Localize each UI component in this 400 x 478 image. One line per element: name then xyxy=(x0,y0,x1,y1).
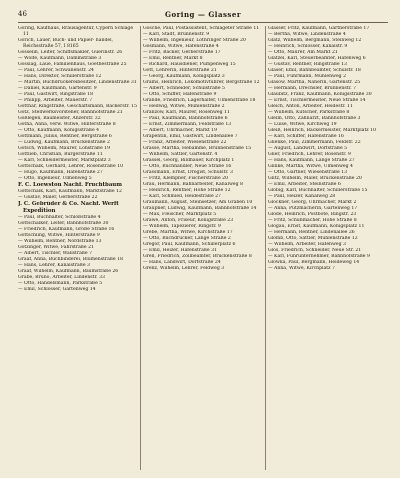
directory-entry: — Max, Fleischer, Marktplatz 5 xyxy=(143,212,217,217)
directory-entry: — Wilhelm, Ingenieur, Lothringer Straße 20 xyxy=(143,38,246,43)
directory-entry: Grasse, Martha, Hebamme, Brunnenstraße 15 xyxy=(143,146,252,151)
directory-entry: Grande, Friedrich, Lagerhalter, Ulmenstraße 18 xyxy=(143,98,256,103)
directory-entry: — Ernst, Tischlermeister, Neue Straße 14 xyxy=(268,98,366,103)
directory-entry: Gleim, Otto, Zahnarzt, Bahnhofstraße 3 xyxy=(268,116,361,121)
directory-entry: Grabe, Bruno, Arbeiter, Lindenstr. 33 xyxy=(18,275,105,280)
directory-entry: Graumann, August, Steinsetzer, Am Graben 10 xyxy=(143,200,253,205)
directory-entry: Goring, Kaufhaus, Rrausagentur, Cypern Schlage 11 xyxy=(18,26,134,37)
directory-entry: Gregor, Paul, Kaufmann, Schillerplatz 6 xyxy=(143,242,236,247)
page-number: 46 xyxy=(18,10,27,18)
directory-entry: — Heinrich, Rentner, Hohe Straße 12 xyxy=(143,188,231,193)
header-rule xyxy=(18,22,388,23)
directory-entry: — Richard, Hausdiener, Pumpenweg 15 xyxy=(143,62,236,67)
directory-entry: — Hermann, Drechsler, Brunnenstr. 7 xyxy=(268,86,357,91)
directory-entry: Gleiß, Heinrich, Bäckermeister, Marktplatz 10 xyxy=(268,128,377,133)
directory-entry: Graaf, Wilhelm, Kaufmann, Baumstraße 26 xyxy=(18,269,119,274)
directory-entry: Grenz, Wilhelm, Lehrer, Feldweg 3 xyxy=(143,266,225,271)
directory-entry: — August, Landwirt, Dorfstraße 5 xyxy=(268,146,348,151)
directory-entry: — Karl, Fuhrunternehmer, Bahnhofstraße 9 xyxy=(268,254,370,259)
directory-entry: — Philipp, Arbeiter, Mauerstr. 7 xyxy=(18,98,93,103)
directory-entry: Glomb, Otto, Sattler, Mühlenstraße 12 xyxy=(268,236,358,241)
directory-entry: — Heinrich, Schlosser, Kanalstr. 9 xyxy=(268,44,348,49)
directory-entry: Gosselin, Leiter, Schiffsmakler, Guerinstr. 26 xyxy=(18,50,123,55)
directory-entry: Gorich, Lauer, Buch- und Papier- handel, Reichsstraße 57, I 8165 xyxy=(18,38,114,49)
directory-entry: — Albert, Tischler, Wallstraße 7 xyxy=(18,251,92,256)
directory-entry: — Karl, Schneidermeister, Marktplatz 3 xyxy=(18,158,111,163)
directory-entry: Gottschalk, Gerhard, Lehrer, Rosenstraße 10 xyxy=(18,164,124,169)
directory-entry: — Paul, Kaufmann, Bahnhofstraße 6 xyxy=(143,116,228,121)
directory-entry: Götz, Stellwerksvorsteher, Bahnhofstraße 21 xyxy=(18,110,123,115)
directory-entry: Granzow, Karl, Maurer, Rosenweg 11 xyxy=(143,110,230,115)
directory-entry: Glowka, Paul, Bergmann, Heideweg 14 xyxy=(268,260,360,265)
directory-entry: Gott, Lehrerin, Hinterstraße 21 xyxy=(143,68,217,73)
directory-entry: — Emil, Heizer, Hafenstraße 31 xyxy=(143,248,217,253)
column-3 xyxy=(268,26,388,272)
directory-entry: — Bertha, Witwe, Lindenstraße 4 xyxy=(268,32,346,37)
directory-entry: — Wolfe, Kaufmann, Dammstraße 3 xyxy=(18,56,102,61)
directory-entry: — Martin, Buchdruckereibesitzer, Lindenstraße 31 xyxy=(18,80,137,85)
directory-entry: — Anna, Putzmacherin, Gartenweg 17 xyxy=(268,206,358,211)
directory-entry: — Wilhelm, Arbeiter, Hafenweg 3 xyxy=(268,242,346,247)
directory-entry: — Paul, Lehrer, Schwanenstr. 24 xyxy=(18,68,94,73)
directory-entry: — Fritz, Schuhmacher, Hohe Straße 8 xyxy=(268,218,357,223)
directory-entry: — Luise, Witwe, Kirchweg 19 xyxy=(268,122,337,127)
directory-entry: — Wilhelm, Sattler, Gartenstr. 4 xyxy=(143,152,218,157)
directory-entry: — Paul, Fuhrmann, Mühlenweg 2 xyxy=(268,74,346,79)
directory-entry: — Otto, Buchdrucker, Lange Straße 2 xyxy=(143,236,231,241)
directory-entry: Glatz, Wilhelm, Bergmann, Steinweg 12 xyxy=(268,38,362,43)
directory-entry: — Albert, Uhrmacher, Markt 19 xyxy=(143,128,218,133)
directory-entry: Glode, Heinrich, Postbote, Ringstr. 23 xyxy=(268,212,357,217)
directory-entry: — Karl, Schmied, Heidestraße 27 xyxy=(143,194,221,199)
directory-entry: Götzinger, Witwe, Fährstraße 21 xyxy=(18,245,94,250)
directory-entry: — Hermann, Rentner, Lindenallee 26 xyxy=(268,230,355,235)
directory-entry: Glogau, Ernst, Kaufmann, Königsplatz 11 xyxy=(268,224,365,229)
directory-entry: — Otto, Maurer, Am Markt 21 xyxy=(268,50,338,55)
directory-entry: — Otto, Schiffer, Hafenstraße 9 xyxy=(143,92,217,97)
directory-entry: Gotsch, Wilhelm, Maurer, Lohstraße 19 xyxy=(18,146,111,151)
directory-entry: Gleich, Anton, Arbeiter, Heidestr. 11 xyxy=(268,104,353,109)
column-2 xyxy=(143,26,263,272)
directory-entry: Graupner, Ludwig, Kaufmann, Bahnhofstraße 14 xyxy=(143,206,257,211)
directory-entry: — Friedrich, Kaufmann, Große Straße 16 xyxy=(18,227,115,232)
directory-entry: — Fritz, Bäcker, Gerberstraße 17 xyxy=(143,50,221,55)
directory-entry: Grassmann, Ernst, Drogist, Schulstr. 3 xyxy=(143,170,233,175)
directory-entry: — Emil, Arbeiter, Steinstraße 6 xyxy=(268,182,341,187)
directory-entry: Glier, Friedrich, Lehrer, Rosenstr. 9 xyxy=(268,152,351,157)
directory-entry: — Emil, Schlosser, Gartenweg 14 xyxy=(18,287,96,292)
directory-entry: Gottschling, Witwe, Hinterstraße 9 xyxy=(18,233,100,238)
directory-entry: — Hedwig, Witwe, Mühlenstraße 2 xyxy=(143,104,225,109)
directory-entry: — Albert, Schneider, Schulstraße 5 xyxy=(143,86,225,91)
directory-entry: — Karl, Stadt, Brunnenstr. 9 xyxy=(143,32,210,37)
directory-entry: Glässer, Fritz, Kaufmann, Gärtnerstraße 17 xyxy=(268,26,370,31)
directory-entry: Grawe, Anton, Friseur, Königstraße 23 xyxy=(143,218,234,223)
directory-entry: — Hugo, Kaufmann, Hafenstraße 27 xyxy=(18,170,103,175)
directory-entry: — Gustav, Rentner, Ringstraße 13 xyxy=(268,62,347,67)
column-divider xyxy=(140,26,141,470)
directory-entry: Gosslag, Laue, Familienhaus, Goethestraße 25 xyxy=(18,62,127,67)
directory-entry: — Emil, Rentner, Markt 8 xyxy=(143,56,203,61)
directory-entry: — Karl, Schiffer, Hafenstraße 16 xyxy=(268,134,344,139)
directory-entry: Glitz, Wilhelm, Maler, Brückenstraße 20 xyxy=(268,176,362,181)
directory-entry: — Hans, Direktor, Schillerstraße 12 xyxy=(18,74,102,79)
column-divider xyxy=(265,26,266,470)
firm-advertisement: J. C. Gebrüder & Co. Nachf. Werft Expedition xyxy=(18,201,119,214)
directory-entry: Grams, Heinrich, Lokomotivführer, Bergstraße 12 xyxy=(143,80,260,85)
directory-entry: Globig, Karl, Buchhalter, Schillerstraße 15 xyxy=(268,188,368,193)
directory-entry: — Daniel, Kaufmann, Gartenstr. 9 xyxy=(18,86,97,91)
directory-entry: — Franz, Arbeiter, Wiesenstraße 22 xyxy=(143,140,227,145)
directory-entry: Goßlegen, Baumeister, Anzerstr. 32 xyxy=(18,116,101,121)
directory-entry: — Hans, Lehrer, Kanalstraße 3 xyxy=(18,263,90,268)
directory-entry: — Hans, Landwirt, Dorfstraße 24 xyxy=(143,260,221,265)
directory-entry: Grapentin, Emil, Gastwirt, Lindenallee 7 xyxy=(143,134,238,139)
directory-entry: Grebe, Martha, Witwe, Kirchstraße 17 xyxy=(143,230,233,235)
directory-entry: Gottmann, Julius, Rentner, Bergstraße 6 xyxy=(18,134,112,139)
directory-entry: Glatzel, Karl, Steuerbeamter, Hafenweg 6 xyxy=(268,56,366,61)
directory-entry: — Otto, Ingenieur, Ulmenweg 5 xyxy=(18,176,92,181)
directory-entry: Gotthar, Ringstraße, Geschäftsmann, Bäckerstr. 15 xyxy=(18,104,138,109)
directory-entry: Glos, Friedrich, Schneider, Neue Str. 21 xyxy=(268,248,362,253)
directory-entry: Glienke, Paul, Zimmermann, Feldstr. 22 xyxy=(268,140,361,145)
directory-entry: Gottlieb, Christian, Bürgerstraße 11 xyxy=(18,152,103,157)
firm-advertisement: F. C. Loewston Nachf. Fruchtbaum xyxy=(18,182,122,188)
running-head: Goring — Glasser xyxy=(164,10,242,19)
directory-entry: — Paul, Heizer, Kanalweg 28 xyxy=(268,194,336,199)
directory-entry: — Hans, Kaufmann, Lange Straße 27 xyxy=(268,158,355,163)
directory-entry: Glinke, Martha, Witwe, Ulmenweg 4 xyxy=(268,164,353,169)
directory-entry: — Georg, Kaufmann, Königsplatz 3 xyxy=(143,74,225,79)
directory-entry: Gläser, Emil, Bahnbeamter, Schulstr. 18 xyxy=(268,68,361,73)
directory-entry: Gotha, Anna, verw. Witwe, Hinterstraße 8 xyxy=(18,122,116,127)
directory-entry: — Wilhelm, Tapezierer, Ringstr. 9 xyxy=(143,224,221,229)
directory-entry: — Fritz, Klempner, Fischerstraße 20 xyxy=(143,176,228,181)
directory-entry: — Wilhelm, Rentner, Nordstraße 13 xyxy=(18,239,102,244)
directory-entry: Gottschalker, Leiter, Bahnhofstraße 30 xyxy=(18,221,109,226)
directory-entry: — Otto, Kaufmann, Königsstraße 4 xyxy=(18,128,100,133)
directory-entry: — Otto, Handelsmann, Parkstraße 5 xyxy=(18,281,103,286)
directory-entry: Gottschalk, Karl, Kaufmann, Marktstraße 12 xyxy=(18,189,122,194)
directory-entry: Grau, Hermann, Bahnarbeiter, Kanalweg 8 xyxy=(143,182,243,187)
directory-entry: — Otto, Buchhändler, Neue Straße 16 xyxy=(143,164,232,169)
directory-entry: Gosmann, Witwe, Hafenstraße 4 xyxy=(143,44,219,49)
directory-entry: Grassel, Georg, Bildhauer, Kirchplatz 1 xyxy=(143,158,235,163)
directory-entry: — Anna, Witwe, Kirchplatz 7 xyxy=(268,266,335,271)
directory-entry: — Otto, Gärtner, Wiesenstraße 13 xyxy=(268,170,348,175)
directory-entry: Gosche, Paul, Postassistent, Schlageter Straße 11 xyxy=(143,26,260,31)
directory-entry: Glasow, Martha, Näherin, Gartenstr. 25 xyxy=(268,80,361,85)
page-header xyxy=(18,10,388,22)
directory-entry: Glaubitz, Franz, Kaufmann, Königsstraße 30 xyxy=(268,92,372,97)
directory-entry: Graaf, Anna, Buchbinderei, Blumenstraße 18 xyxy=(18,257,123,262)
directory-entry: — Ludwig, Kaufmann, Brückenstraße 2 xyxy=(18,140,110,145)
directory-entry: — Paul, Gastwirt, Ringstraße 18 xyxy=(18,92,94,97)
directory-entry: — Ernst, Zimmermann, Feldstraße 13 xyxy=(143,122,232,127)
directory-entry: — Paul, Buchhalter, Schloßstraße 4 xyxy=(18,215,101,220)
directory-entry: — Wilhelm, Kutscher, Parkstraße 8 xyxy=(268,110,350,115)
column-1 xyxy=(18,26,138,293)
directory-entry: Glöckner, Georg, Uhrmacher, Markt 2 xyxy=(268,200,357,205)
directory-entry: Grell, Friedrich, Zollbeamter, Brückenstraße 8 xyxy=(143,254,252,259)
directory-entry: — Gustav, Maler, Gerberstraße 22 xyxy=(18,195,98,200)
